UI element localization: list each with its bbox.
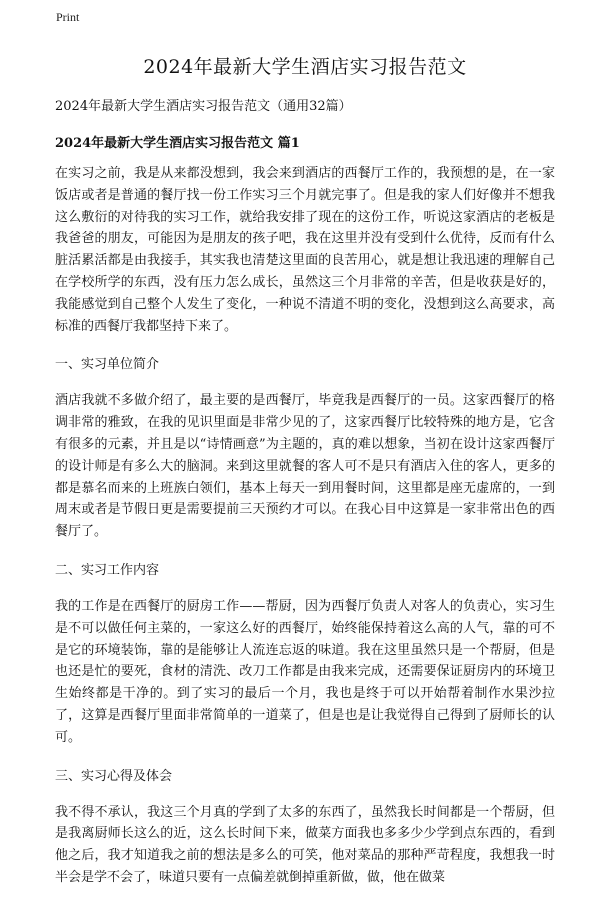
intro-paragraph: 在实习之前，我是从来都没想到，我会来到酒店的西餐厅工作的，我预想的是，在一家饭店或者是普通的餐厅找一份工作实习三个月就完事了。但是我的家人们好像并不想我这么敷衍的对待我的实习工作，就给我安排了现在的这份工作，听说这家酒店的老板是我爸爸的朋友，可能因为是朋友的孩子吧，我在这里并没有受到什么优待，反而有什么脏活累活都是由我接手，其实我也清楚这里面的良苦用心，就是想让我迅速的理解自己在学校所学的东西，没有压力怎么成长，虽然这三个月非常的辛苦，但是收获是好的，我能感觉到自己整个人发生了变化，一种说不清道不明的变化，没想到这么高要求，高标准的西餐厅我都坚持下来了。 (55, 166, 555, 334)
page-title: 2024年最新大学生酒店实习报告范文 (143, 56, 467, 78)
section-body-unit-intro: 酒店我就不多做介绍了，最主要的是西餐厅，毕竟我是西餐厅的一员。这家西餐厅的格调非常的雅致，在我的见识里面是非常少见的了，这家西餐厅比较特殊的地方是，它含有很多的元素，并且是以“诗情画意”为主题的，真的难以想象，当初在设计这家西餐厅的设计师是有多么大的脑洞。来到这里就餐的客人可不是只有酒店入住的客人，更多的都是慕名而来的上班族白领们，基本上每天一到用餐时间，这里都是座无虚席的，一到周末或者是节假日更是需要提前三天预约才可以。在我心目中这算是一家非常出色的西餐厅了。 (55, 393, 555, 540)
section-heading-reflections: 三、实习心得及体会 (55, 768, 173, 784)
print-link[interactable]: Print (56, 10, 80, 24)
section-heading-unit-intro: 一、实习单位简介 (55, 357, 160, 373)
document-body (55, 52, 555, 905)
section-body-work-content: 我的工作是在西餐厅的厨房工作——帮厨，因为西餐厅负责人对客人的负责心，实习生是不可以做任何主菜的，一家这么好的西餐厅，始终能保持着这么高的人气，靠的可不是它的环境装饰，靠的是能够让人流连忘返的味道。我在这里虽然只是一个帮厨，但是也还是忙的要死，食材的清洗、改刀工作都是由我来完成，还需要保证厨房内的环境卫生始终都是干净的。到了实习的最后一个月，我也是终于可以开始帮着制作水果沙拉了，这算是西餐厅里面非常简单的一道菜了，但是也是让我觉得自己得到了厨师长的认可。 (55, 598, 555, 745)
document-subtitle: 2024年最新大学生酒店实习报告范文（通用32篇） (55, 99, 352, 114)
article-title: 2024年最新大学生酒店实习报告范文 篇1 (55, 136, 300, 151)
section-heading-work-content: 二、实习工作内容 (55, 562, 160, 578)
section-body-reflections: 我不得不承认，我这三个月真的学到了太多的东西了，虽然我长时间都是一个帮厨，但是我离厨师长这么的近，这么长时间下来，做菜方面我也多多少少学到点东西的，看到他之后，我才知道我之前的想法是多么的可笑，他对菜品的那种严苛程度，我想我一时半会是学不会了，味道只要有一点偏差就倒掉重新做，做，他在做菜 (55, 804, 555, 885)
